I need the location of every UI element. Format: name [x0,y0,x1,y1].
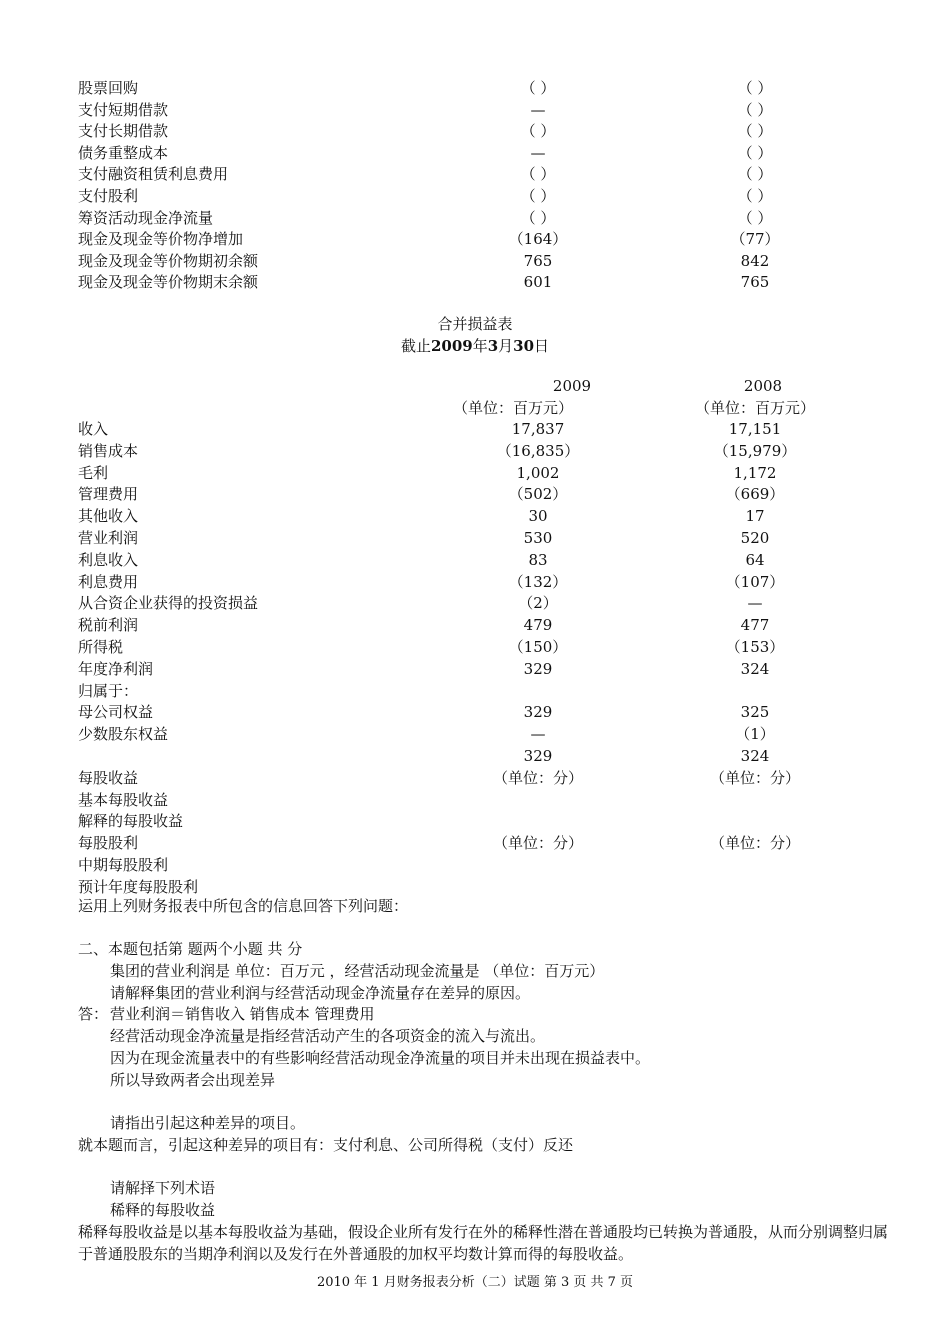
income-row-value-2009: 17,837 [511,420,565,438]
income-row-label: 管理费用 [78,485,139,504]
column-unit-2008: （单位：百万元） [694,399,815,417]
income-row-value-2008: （单位：分） [709,768,800,787]
income-row-value-2008: 324 [740,747,770,765]
cashflow-row-label: 现金及现金等价物期初余额 [78,251,259,270]
term-label: 稀释的每股收益 [110,1201,216,1219]
income-row-label: 中期每股股利 [78,856,169,874]
subtitle-year: 2009 [430,337,473,355]
cashflow-row-value-2008: 765 [740,273,770,292]
column-unit-2009: （单位：百万元） [452,399,573,417]
income-row-label: 预计年度每股股利 [78,877,199,896]
cashflow-row-value-2009: — [530,143,546,162]
income-row-value-2008: 324 [740,659,770,678]
income-row-value-2008: 1,172 [733,463,777,482]
income-row-value-2009: 530 [523,529,553,547]
cashflow-row-value-2008: （77） [730,230,780,249]
income-row-label: 销售成本 [78,441,139,460]
income-row-value-2009: （150） [508,638,568,656]
income-row-value-2009: 30 [528,507,548,526]
income-row-value-2008: 477 [740,616,770,635]
income-row-label: 从合资企业获得的投资损益 [78,594,259,613]
cashflow-row-label: 筹资活动现金净流量 [78,208,214,227]
income-row-value-2008: 520 [740,529,770,547]
income-row-value-2008: 325 [740,703,770,722]
income-row-value-2008: 17,151 [728,420,782,438]
income-row-value-2008: 17 [745,507,765,526]
cashflow-row-value-2008: （ ） [737,208,773,227]
income-row-value-2009: 1,002 [516,463,560,482]
subtitle-mid2: 月 [498,337,514,355]
cashflow-row-label: 债务重整成本 [78,143,169,162]
cashflow-row-label: 支付长期借款 [78,122,169,141]
answer-line-5: 就本题而言，引起这种差异的项目有：支付利息、公司所得税（支付）反还 [78,1136,574,1154]
income-row-value-2009: （16,835） [496,441,580,460]
subtitle-prefix: 截止 [400,337,431,355]
cashflow-row-value-2008: （ ） [737,187,773,205]
income-row-value-2009: （132） [508,572,568,591]
income-row-label: 利息费用 [78,572,139,591]
cashflow-row-label: 现金及现金等价物净增加 [78,230,244,249]
income-row-label: 归属于： [78,681,139,700]
income-row-label: 利息收入 [78,550,139,569]
income-row-label: 基本每股收益 [78,790,169,809]
cashflow-row-value-2009: （164） [508,230,568,249]
cashflow-row-value-2008: （ ） [737,165,773,184]
income-row-label: 解释的每股收益 [78,812,184,831]
cashflow-row-value-2009: （ ） [520,187,556,205]
cashflow-row-value-2009: 765 [523,251,553,270]
answer-line-2: 经营活动现金净流量是指经营活动产生的各项资金的流入与流出。 [110,1027,546,1045]
subtitle-day: 30 [513,337,535,355]
income-row-label: 毛利 [78,463,109,482]
term-definition: 稀释每股收益是以基本每股收益为基础，假设企业所有发行在外的稀释性潜在普通股均已转换为普通股，从而分别调整归属于普通股股东的当期净利润以及发行在外普通股的加权平均数计算而得的每股收益。 [78,1223,889,1263]
column-year-2009: 2009 [552,377,592,395]
income-row-value-2008: （107） [725,572,785,591]
income-row-value-2009: 479 [523,616,553,635]
subtitle-suffix: 日 [534,337,550,355]
question-4: 请解择下列术语 [110,1179,216,1197]
income-row-value-2009: （单位：分） [492,834,583,853]
cashflow-row-value-2008: （ ） [737,79,773,97]
income-row-value-2008: （669） [725,485,785,504]
income-row-label: 年度净利润 [78,659,154,678]
income-row-value-2009: 329 [523,747,553,765]
question-1: 集团的营业利润是 单位：百万元 ，经营活动现金流量是 （单位：百万元） [110,962,605,980]
cashflow-row-label: 支付短期借款 [78,100,169,119]
cashflow-row-value-2009: （ ） [520,165,556,184]
answer-line-1: 营业利润＝销售收入 销售成本 管理费用 [110,1005,375,1023]
income-row-label: 所得税 [78,638,124,656]
income-row-value-2009: 329 [523,659,553,678]
income-row-label: 每股股利 [78,834,139,853]
subtitle-mid: 年 [472,337,488,355]
cashflow-row-label: 支付融资租赁利息费用 [78,165,229,184]
answer-line-3: 因为在现金流量表中的有些影响经营活动现金净流量的项目并未出现在损益表中。 [110,1049,651,1067]
income-row-value-2008: （单位：分） [709,834,800,853]
income-statement-subtitle [0,336,950,356]
income-row-label: 其他收入 [78,507,139,526]
income-statement-title: 合并损益表 [437,315,513,333]
cashflow-row-value-2009: （ ） [520,79,556,97]
cashflow-row-value-2009: （ ） [520,122,556,141]
income-row-value-2009: （2） [518,594,558,613]
question-3: 请指出引起这种差异的项目。 [110,1114,306,1132]
income-row-label: 每股收益 [78,768,139,787]
income-row-value-2009: 329 [523,703,553,722]
income-row-label: 少数股东权益 [78,725,169,744]
income-row-value-2008: 64 [745,550,765,569]
section-heading: 二、本题包括第 题两个小题 共 分 [78,940,303,958]
cashflow-row-label: 支付股利 [78,187,139,205]
page-footer: 2010 年 1 月财务报表分析（二）试题 第 3 页 共 7 页 [316,1275,634,1290]
answer-prefix: 答： [78,1005,109,1023]
cashflow-row-value-2009: 601 [523,273,553,292]
cashflow-row-value-2008: 842 [740,251,770,270]
income-row-value-2008: （15,979） [713,441,797,460]
income-row-value-2008: — [747,594,763,613]
cashflow-row-value-2008: （ ） [737,143,773,162]
cashflow-row-label: 现金及现金等价物期末余额 [78,273,259,292]
income-row-value-2008: （1） [735,725,775,744]
income-row-value-2009: （502） [508,485,568,504]
answer-line-4: 所以导致两者会出现差异 [110,1071,276,1089]
income-row-value-2008: （153） [725,638,785,656]
instruction-text: 运用上列财务报表中所包含的信息回答下列问题： [78,897,409,915]
cashflow-row-value-2008: （ ） [737,100,773,119]
cashflow-row-value-2008: （ ） [737,122,773,141]
income-row-label: 税前利润 [78,616,139,635]
column-year-2008: 2008 [743,377,783,395]
subtitle-month: 3 [487,337,499,355]
cashflow-row-label: 股票回购 [78,79,139,97]
cashflow-row-value-2009: — [530,100,546,119]
income-row-label: 营业利润 [78,529,139,547]
income-row-value-2009: （单位：分） [492,768,583,787]
income-row-value-2009: 83 [528,550,548,569]
cashflow-row-value-2009: （ ） [520,208,556,227]
income-row-label: 母公司权益 [78,703,154,722]
question-2: 请解释集团的营业利润与经营活动现金净流量存在差异的原因。 [110,984,531,1002]
income-row-label: 收入 [78,420,109,438]
income-row-value-2009: — [530,725,546,744]
